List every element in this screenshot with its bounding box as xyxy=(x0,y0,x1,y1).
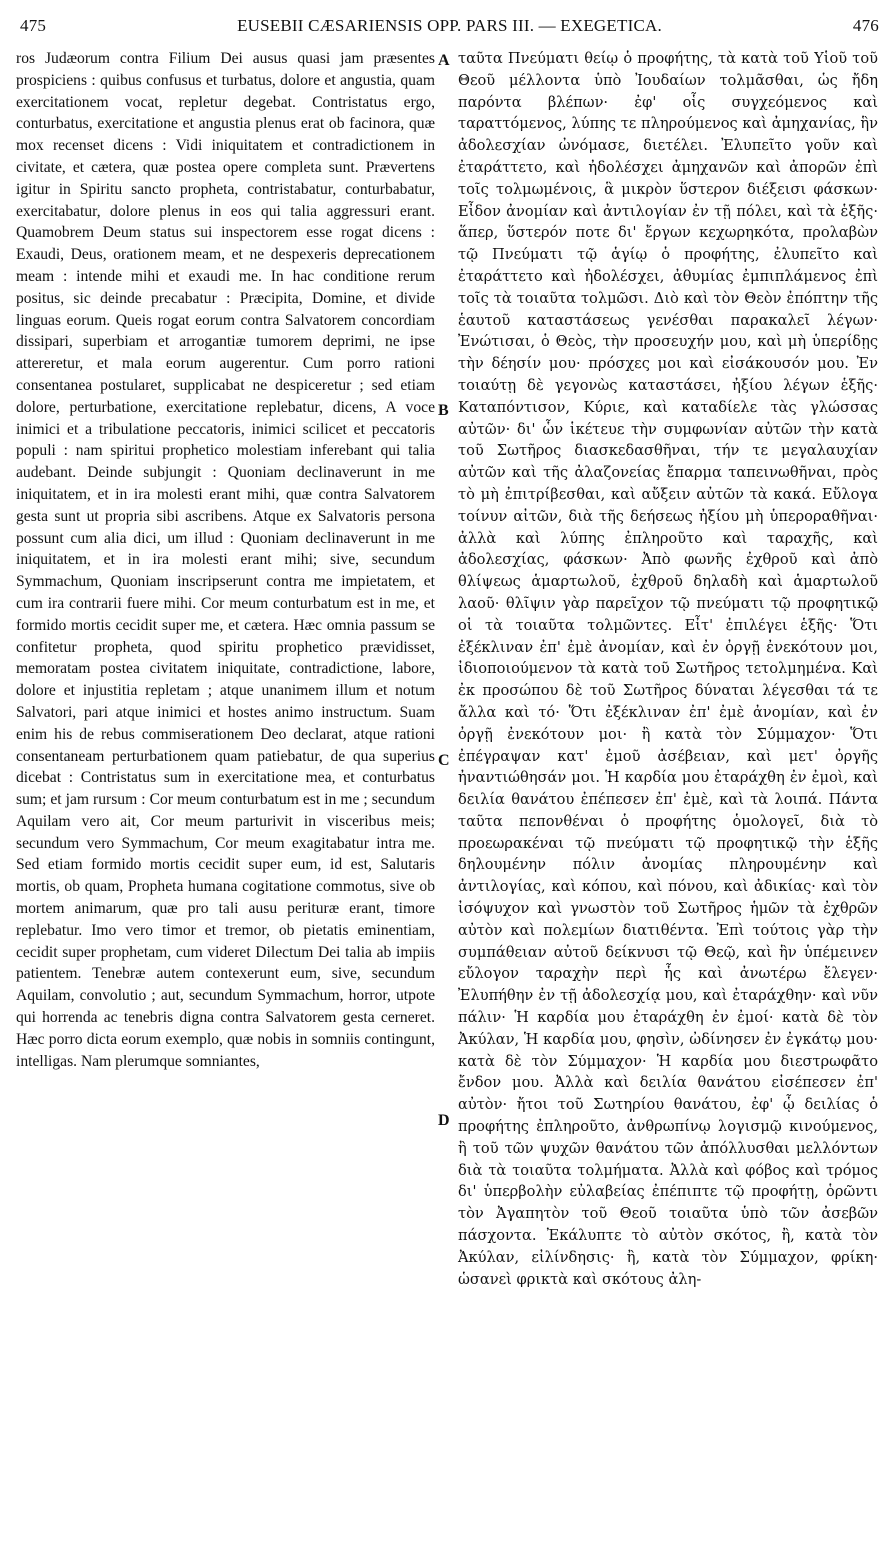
latin-text: ros Judæorum contra Filium Dei ausus quasi jam præsentes prospiciens : quibus confusus et turbatus, dolore et angustia, quam exercitationem vocat, repletur degebat. Contristatus ergo, conturbatus, exercitatione et angustia plenus erat ob facinora, quæ mox recenset dicens : Vidi iniquitatem et contradictionem in civitate, et cætera, quæ postea opere completa sunt. Prævertens igitur in Spiritu sancto propheta, contristabatur, conturbabatur, exercitabatur, dolore plenus in eos qui talia aggressuri erant. Quamobrem Deum status sui inspectorem esse rogat dicens : Exaudi, Deus, orationem meam, et ne despexeris deprecationem meam : intende mihi et exaudi me. In hac conditione rerum positus, sic deinde precabatur : Præcipita, Domine, et divide linguas eorum. Queis rogat eorum contra Salvatorem concordiam dissipari, superbiam et arrogantiæ tumorem deprimi, ne ipse attereretur, et mala eorum augerentur. Cum porro rationi consentanea postularet, supplicabat ne despiceretur ; sed etiam dolore, perturbatione, exercitatione replebatur, dicens, A voce inimici et a tribulatione peccatoris, inimici scilicet et peccatoris populi : nam spiritui prophetico molestiam inferebant qui talia audebant. Deinde subjungit : Quoniam declinaverunt in me iniquitatem, et in ira molesti erant mihi, quæ contra Salvatorem gesta sunt ut propria sibi ascribens. Atque ex Salvatoris persona possunt cum alia dici, um illud : Quoniam declinaverunt in me iniquitatem, et in ira molesti erant mihi; sive, secundum Symmachum, Quoniam inscripserunt contra me impietatem, et cum ira contrarii fuere mihi. Cor meum conturbatum est in me, et formido mortis cecidit super me, et cætera. Hæc omnia passum se confitetur propheta, quod spiritu prophetico prævidisset, memoratam postea civitatem iniquitate, contradictione, labore, dolore et injustitia repletam ; atque unanimem illum et notum Salvatori, pari atque inimici et hostes animo instructum. Suam enim his de rebus commiserationem Deo declarat, atque rationi consentaneam perturbationem quam patiebatur, de qua superius dicebat : Contristatus sum in exercitatione mea, et conturbatus sum; et jam rursum : Cor meum conturbatum est in me ; secundum Aquilam vero ait, Cor meum parturivit in visceribus meis; secundum vero Symmachum, Cor meum exagitabatur intra me. Sed etiam formido mortis cecidit super eum, id est, Salutaris mortis, ob quam, Propheta humana cogitatione commotus, sive ob mortem animarum, quæ pro tali ausu perituræ erant, timore replebatur. Imo vero timor et tremor, ob pietatis eminentiam, cecidit super prophetam, cum videret Dilectum Dei talia ab impiis patientem. Tenebræ autem contexerunt eum, sive, secundum Aquilam, convolutio ; aut, secundum Symmachum, horror, utpote qui horrenda ac tenebris digna contra Salvatorem gesta cerneret. Hæc porro dicta eorum exemplo, quæ nobis in somniis contingunt, intelligas. Nam plerumque somniantes, xyxy=(16,50,435,1070)
section-marker-a: A xyxy=(438,52,450,69)
section-marker-b: B xyxy=(438,402,449,419)
greek-column xyxy=(458,48,878,1290)
running-header xyxy=(20,12,879,40)
page-number-left: 475 xyxy=(20,16,47,35)
section-marker-d: D xyxy=(438,1112,450,1129)
greek-text: ταῦτα Πνεύματι θείῳ ὁ προφήτης, τὰ κατὰ τοῦ Υἱοῦ τοῦ Θεοῦ μέλλοντα ὑπὸ Ἰουδαίων τολμᾶσθαι, ὡς ἤδη παρόντα βλέπων· ἐφ' οἷς συγχεόμενος καὶ ταραττόμενος, λύπης τε πληρούμενος καὶ ἀμηχανίας, ἣν ἀδολεσχίαν ὠνόμασε, διετέλει. Ἐλυπεῖτο γοῦν καὶ ἐταράττετο, καὶ ἠδολέσχει ἀμηχανῶν καὶ ἀπορῶν ἐπὶ τοῖς τολμωμένοις, ἃ μικρὸν ὕστερον διέξεισι φάσκων· Εἶδον ἀνομίαν καὶ ἀντιλογίαν ἐν τῇ πόλει, καὶ τὰ ἑξῆς· ἅπερ, ὕστερόν ποτε δι' ἔργων κεχωρηκότα, προλαβὼν τῷ Πνεύματι τῷ ἁγίῳ ὁ προφήτης, ἐλυπεῖτο καὶ ἐταράττετο καὶ ἠδολέσχει, ἀθυμίας ἐμπιπλάμενος ἐπὶ τοῖς τὰ τοιαῦτα τολμῶσι. Διὸ καὶ τὸν Θεὸν ἐπόπτην τῆς ἑαυτοῦ καταστάσεως γενέσθαι παρακαλεῖ λέγων· Ἐνώτισαι, ὁ Θεὸς, τὴν προσευχήν μου, καὶ μὴ ὑπερίδῃς τὴν δέησίν μου· πρόσχες μοι καὶ εἰσάκουσόν μου. Ἐν τοιαύτῃ δὲ γεγονὼς καταστάσει, ἠξίου λέγων ἑξῆς· Καταπόντισον, Κύριε, καὶ καταδίελε τὰς γλώσσας αὐτῶν· δι' ὧν ἱκέτευε τὴν συμφωνίαν αὐτῶν τὴν κατὰ τοῦ Σωτῆρος διασκεδασθῆναι, τήν τε μεγαλαυχίαν αὐτῶν καὶ τῆς ἀλαζονείας ἔπαρμα ταπεινωθῆναι, πρὸς τὸ μὴ ἐπιτρίβεσθαι, καὶ αὔξειν αὐτῶν τὰ κακά. Εὔλογα τοίνυν αἰτῶν, διὰ τῆς δεήσεως ἠξίου μὴ ὑπεροραθῆναι· ἀλλὰ καὶ λύπης ἐπληροῦτο καὶ ταραχῆς, καὶ ἀδολεσχίας, φάσκων· Ἀπὸ φωνῆς ἐχθροῦ καὶ ἀπὸ θλίψεως ἁμαρτωλοῦ, ἐχθροῦ δηλαδὴ καὶ ἁμαρτωλοῦ λαοῦ· θλῖψιν γὰρ παρεῖχον τῷ πνεύματι τῷ προφητικῷ οἱ τὰ τοιαῦτα τολμῶντες. Εἶτ' ἐπιλέγει ἑξῆς· Ὅτι ἐξέκλιναν ἐπ' ἐμὲ ἀνομίαν, καὶ ἐν ὀργῇ ἐνεκότουν μοι, ἰδιοποιούμενον τὰ κατὰ τοῦ Σωτῆρος τετολμημένα. Καὶ ἐκ προσώπου δὲ τοῦ Σωτῆρος δύναται λέγεσθαι τά τε ἄλλα καὶ τό· Ὅτι ἐξέκλιναν ἐπ' ἐμὲ ἀνομίαν, καὶ ἐν ὀργῇ ἐνεκότουν μοι· ἢ κατὰ τὸν Σύμμαχον· Ὅτι ἐπέγραψαν κατ' ἐμοῦ ἀσέβειαν, καὶ μετ' ὀργῆς ἠναντιώθησάν μοι. Ἡ καρδία μου ἐταράχθη ἐν ἐμοὶ, καὶ δειλία θανάτου ἐπέπεσεν ἐπ' ἐμὲ, καὶ τὰ λοιπά. Πάντα ταῦτα πεπονθέναι ὁ προφήτης ὁμολογεῖ, διὰ τὸ προεωρακέναι τῷ πνεύματι τῷ προφητικῷ τὴν ἑξῆς δηλουμένην πόλιν ἀνομίας πληρουμένην καὶ ἀντιλογίας, καὶ κόπου, καὶ πόνου, καὶ ἀδικίας· καὶ τὸν ἰσόψυχον καὶ γνωστὸν τοῦ Σωτῆρος ἡμῶν τὰ ἐχθρῶν αὐτὸν καὶ πολεμίων διατιθέντα. Ἐπὶ τούτοις γὰρ τὴν συμπάθειαν αὐτοῦ δείκνυσι τῷ Θεῷ, καὶ ἣν ὑπέμεινεν εὔλογον ταραχὴν περὶ ἧς καὶ ἀνωτέρω ἔλεγεν· Ἐλυπήθην ἐν τῇ ἀδολεσχίᾳ μου, καὶ ἐταράχθην· καὶ νῦν πάλιν· Ἡ καρδία μου ἐταράχθη ἐν ἐμοί· κατὰ δὲ τὸν Ἀκύλαν, Ἡ καρδία μου, φησὶν, ὠδίνησεν ἐν ἐγκάτῳ μου· κατὰ δὲ τὸν Σύμμαχον· Ἡ καρδία μου διεστρωφᾶτο ἔνδον μου. Ἀλλὰ καὶ δειλία θανάτου εἰσέπεσεν ἐπ' αὐτὸν· ἤτοι τοῦ Σωτηρίου θανάτου, ἐφ' ᾧ δειλίας ὁ προφήτης ἐπληροῦτο, ἀνθρωπίνῳ λογισμῷ κινούμενος, ἢ τοῦ τῶν ψυχῶν θανάτου τῶν ἀπόλλυσθαι μελλόντων διὰ τὰ τοιαῦτα τολμήματα. Ἀλλὰ καὶ φόβος καὶ τρόμος δι' ὑπερβολὴν εὐλαβείας ἐπέπιπτε τῷ προφήτῃ, ὁρῶντι τὸν Ἀγαπητὸν τοῦ Θεοῦ τοιαῦτα ὑπὸ τῶν ἀσεβῶν πάσχοντα. Ἐκάλυπτε τὸ αὐτὸν σκότος, ἢ, κατὰ τὸν Ἀκύλαν, εἰλίνδησις· ἢ, κατὰ τὸν Σύμμαχον, φρίκη· ὡσανεὶ φρικτὰ καὶ σκότους ἀλη- xyxy=(458,50,878,1288)
page-number-right: 476 xyxy=(852,16,879,35)
running-title: EUSEBII CÆSARIENSIS OPP. PARS III. — EXEGETICA. xyxy=(237,16,662,35)
section-marker-c: C xyxy=(438,752,450,769)
latin-column xyxy=(16,48,435,1072)
